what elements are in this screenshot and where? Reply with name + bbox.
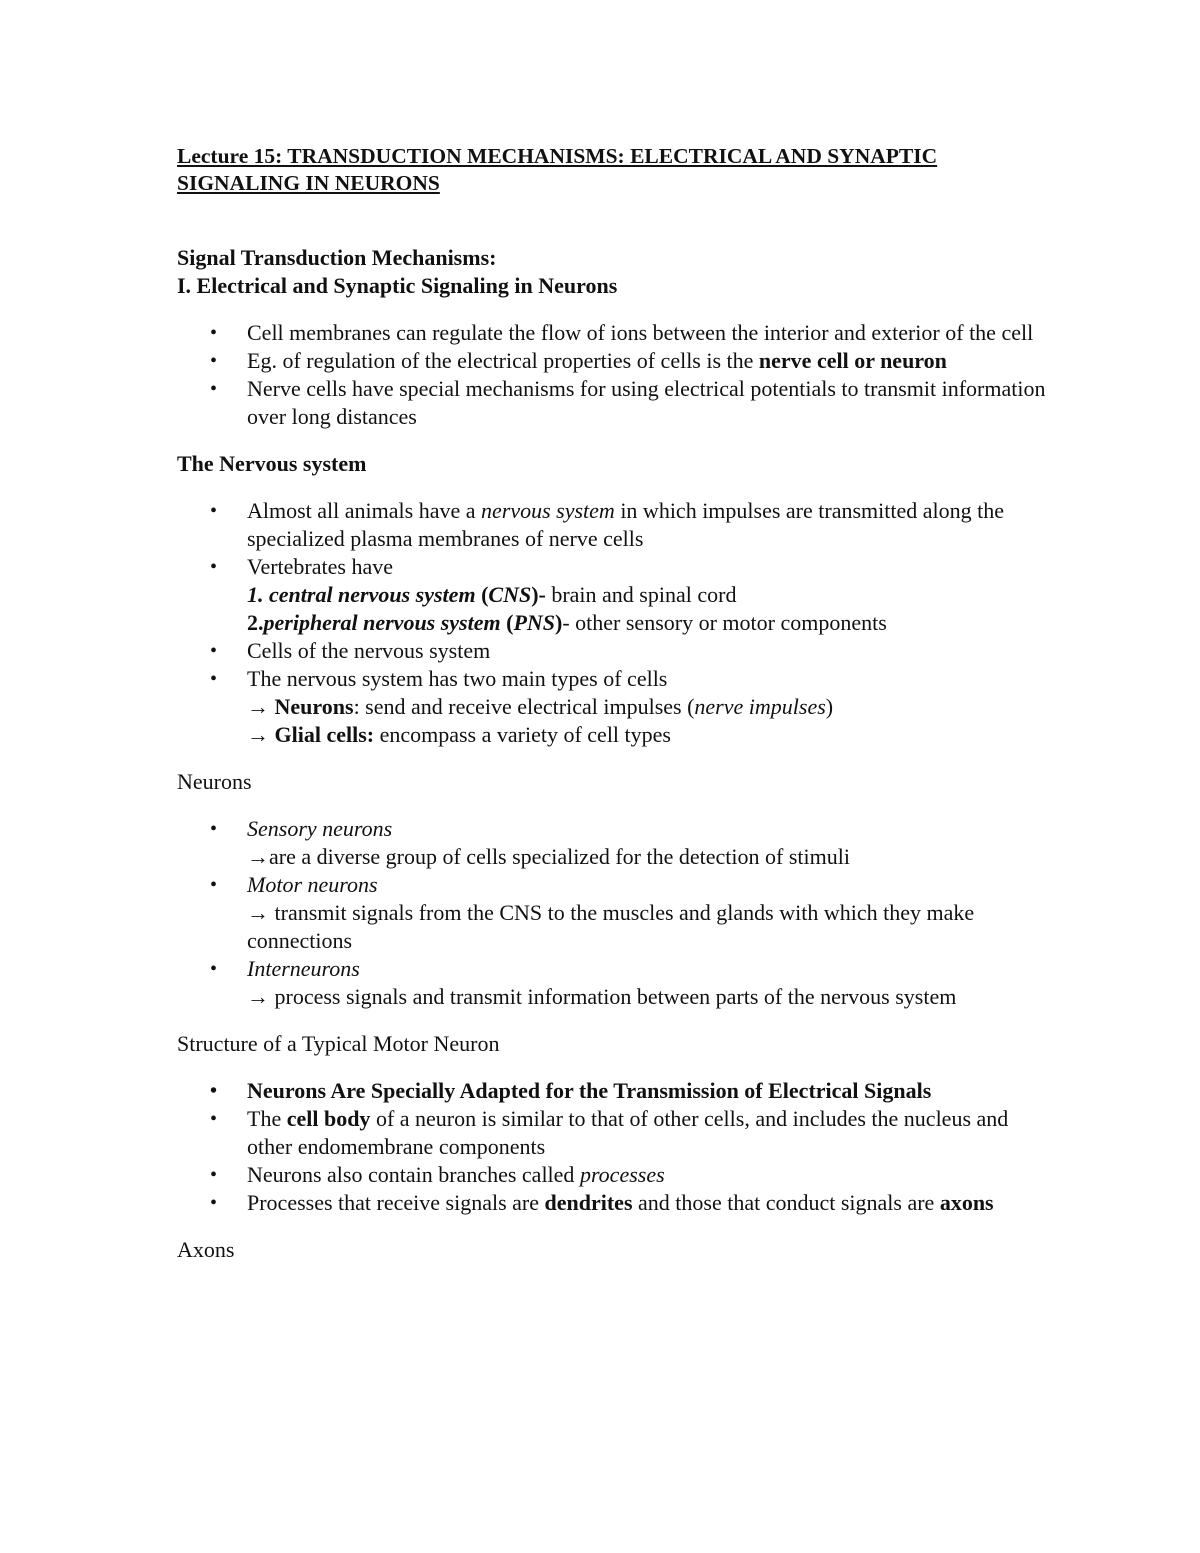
bullet-list-signal-transduction: [177, 319, 1057, 431]
list-item: [177, 497, 1057, 553]
subitem-text: brain and spinal cord: [545, 582, 737, 607]
numbered-subitem: [247, 581, 1057, 609]
section-heading-electrical-synaptic: I. Electrical and Synaptic Signaling in Neurons: [177, 273, 618, 298]
bullet-text: Neurons also contain branches called: [247, 1162, 580, 1187]
bold-term: nerve cell or neuron: [758, 348, 947, 373]
bullet-text: and those that conduct signals are: [632, 1190, 940, 1215]
subitem-text: encompass a variety of cell types: [374, 722, 671, 747]
numbered-subitem: [247, 609, 1057, 637]
paren-open: (: [475, 582, 489, 607]
subitem-number: 1.: [247, 582, 264, 607]
italic-term: central nervous system: [269, 582, 476, 607]
list-item: [177, 347, 1057, 375]
abbreviation: CNS: [488, 582, 532, 607]
list-item: [177, 637, 1057, 665]
bullet-text: • The nervous system has two main types of cells: [247, 666, 668, 691]
subitem-text: are a diverse group of cells specialized for the detection of stimuli: [269, 844, 850, 869]
subitem-text: : send and receive electrical impulses (: [353, 694, 695, 719]
bullet-text: Almost all animals have a: [247, 498, 481, 523]
bold-term: Neurons: [274, 694, 354, 719]
bullet-text: of a neuron is similar to that of other cells, and includes the nucleus and other endomembrane components: [247, 1106, 1009, 1159]
list-item: [177, 1077, 1057, 1105]
paren-open: (: [500, 610, 514, 635]
bullet-text: • Vertebrates have: [247, 554, 393, 579]
bold-term: axons: [939, 1190, 994, 1215]
bullet-list-nervous-system: [177, 497, 1057, 749]
bullet-text: Neurons Are Specially Adapted for the Transmission of Electrical Signals: [247, 1078, 932, 1103]
italic-term: processes: [579, 1162, 665, 1187]
italic-term: • Sensory neurons: [247, 816, 393, 841]
arrow-icon: →: [247, 694, 269, 719]
abbreviation: PNS: [513, 610, 556, 635]
bold-term: dendrites: [544, 1190, 633, 1215]
italic-term: nerve impulses: [694, 694, 826, 719]
bullet-list-neurons: [177, 815, 1057, 1011]
italic-term: peripheral nervous system: [263, 610, 501, 635]
bullet-text: Cell membranes can regulate the flow of ions between the interior and exterior of the cell: [247, 320, 1034, 345]
section-heading-nervous-system: The Nervous system: [177, 451, 367, 476]
bullet-text: The: [247, 1106, 287, 1131]
list-item: [177, 319, 1057, 347]
title-line-2: SIGNALING IN NEURONS: [177, 171, 440, 195]
arrow-subitem: [247, 693, 1057, 721]
subitem-number: 2.: [247, 610, 264, 635]
bullet-text: Nerve cells have special mechanisms for using electrical potentials to transmit information over long distances: [247, 376, 1046, 429]
italic-term: • Interneurons: [247, 956, 360, 981]
bullet-text: Cells of the nervous system: [247, 638, 491, 663]
list-item: [177, 955, 1057, 1011]
section-heading-signal-transduction: Signal Transduction Mechanisms:: [177, 245, 497, 270]
arrow-subitem: [247, 843, 1057, 871]
italic-term: nervous system: [481, 498, 615, 523]
paren-close: )-: [531, 582, 546, 607]
section-heading-axons: Axons: [177, 1237, 235, 1262]
arrow-icon: →: [247, 844, 269, 869]
bold-term: cell body: [286, 1106, 371, 1131]
bullet-text: Processes that receive signals are: [247, 1190, 545, 1215]
list-item: [177, 375, 1057, 431]
paren-close: ): [555, 610, 563, 635]
list-item: [177, 553, 1057, 637]
title-line-1: Lecture 15: TRANSDUCTION MECHANISMS: ELECTRICAL AND SYNAPTIC: [177, 144, 938, 168]
arrow-subitem: [247, 721, 1057, 749]
list-item: [177, 871, 1057, 955]
paren-close: ): [825, 694, 834, 719]
bullet-list-structure: [177, 1077, 1057, 1217]
bold-term: Glial cells:: [274, 722, 375, 747]
subitem-text: process signals and transmit information between parts of the nervous system: [274, 984, 957, 1009]
section-heading-structure: Structure of a Typical Motor Neuron: [177, 1031, 500, 1056]
bullet-text: Eg. of regulation of the electrical properties of cells is the: [247, 348, 759, 373]
bullet-text: in which impulses are transmitted along the specialized plasma membranes of nerve cells: [247, 498, 1005, 551]
arrow-icon: →: [247, 900, 269, 925]
list-item: [177, 815, 1057, 871]
list-item: [177, 665, 1057, 749]
list-item: [177, 1105, 1057, 1161]
section-heading-neurons: Neurons: [177, 769, 252, 794]
arrow-icon: →: [247, 984, 269, 1009]
list-item: [177, 1189, 1057, 1217]
italic-term: • Motor neurons: [247, 872, 378, 897]
subitem-text: transmit signals from the CNS to the muscles and glands with which they make connections: [247, 900, 975, 953]
subitem-text: - other sensory or motor components: [562, 610, 887, 635]
list-item: [177, 1161, 1057, 1189]
lecture-title: [177, 143, 1057, 197]
document-body: [177, 244, 1057, 1264]
arrow-icon: →: [247, 722, 269, 747]
